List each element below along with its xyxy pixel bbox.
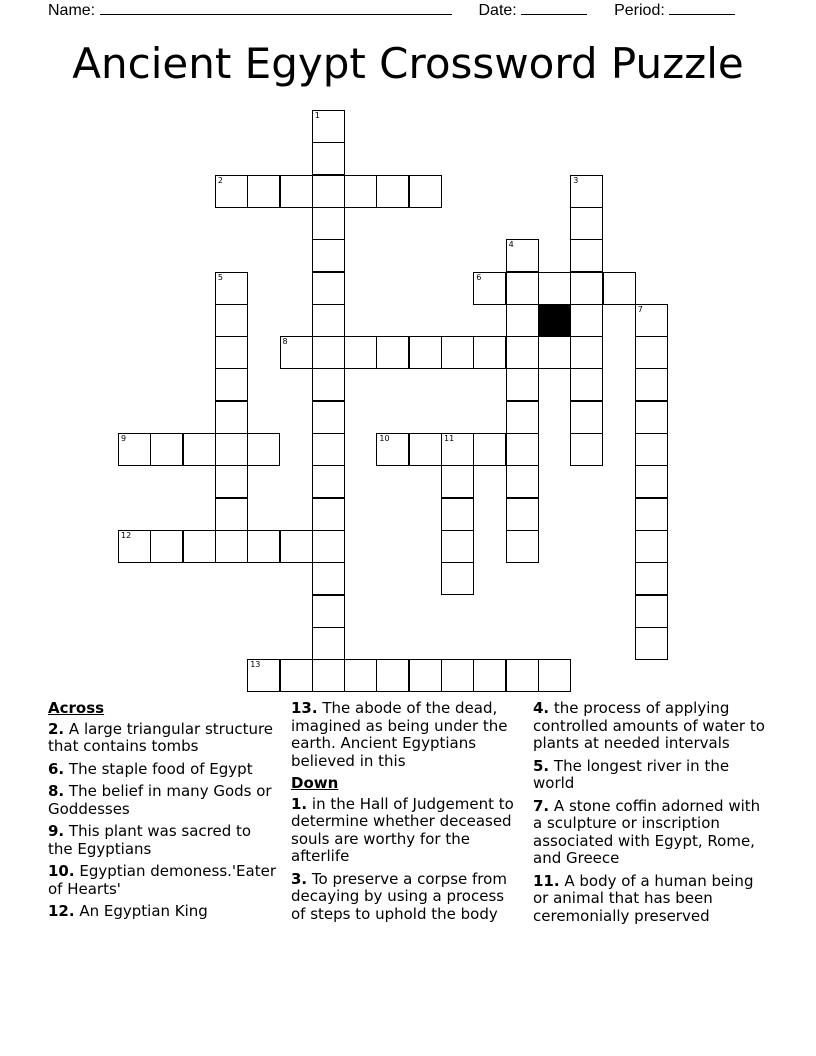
clue-item [533,798,773,868]
crossword-cell[interactable] [247,659,280,692]
clue-item-number: 12. [48,902,75,920]
crossword-cell[interactable] [312,207,345,240]
crossword-cell[interactable] [409,336,442,369]
clue-number: 5 [217,272,223,282]
crossword-cell[interactable] [215,433,248,466]
crossword-cell[interactable] [376,336,409,369]
crossword-cell[interactable] [506,401,539,434]
crossword-cell[interactable] [506,336,539,369]
crossword-cell[interactable] [635,368,668,401]
crossword-cell[interactable] [506,433,539,466]
clue-item [48,823,278,858]
crossword-cell[interactable] [312,530,345,563]
crossword-cell[interactable] [635,530,668,563]
crossword-cell[interactable] [150,530,183,563]
period-label: Period: [614,2,665,19]
crossword-cell[interactable] [635,498,668,531]
crossword-cell[interactable] [344,175,377,208]
page-title: Ancient Egypt Crossword Puzzle [72,39,744,88]
crossword-cell[interactable] [473,433,506,466]
clue-item [533,758,773,793]
clue-item-number: 11. [533,871,560,890]
crossword-cell[interactable] [635,304,668,337]
crossword-cell[interactable] [215,401,248,434]
crossword-cell[interactable] [473,272,506,305]
crossword-cell[interactable] [441,562,474,595]
clue-item-number: 6. [48,759,65,778]
crossword-cell[interactable] [538,272,571,305]
crossword-cell[interactable] [506,498,539,531]
crossword-cell[interactable] [570,207,603,240]
crossword-cell[interactable] [376,175,409,208]
crossword-cell[interactable] [441,530,474,563]
clue-item-number: 2. [48,719,65,738]
crossword-cell[interactable] [280,530,313,563]
crossword-cell[interactable] [376,659,409,692]
crossword-cell[interactable] [312,304,345,337]
clue-item-text: A stone coffin adorned with a sculpture or inscription associated with Egypt, Rome, and Greece [533,796,761,867]
crossword-cell[interactable] [312,498,345,531]
clue-item [48,903,278,921]
crossword-cell[interactable] [312,110,345,143]
crossword-cell[interactable] [570,304,603,337]
clue-item-number: 10. [48,862,75,880]
crossword-cell[interactable] [603,272,636,305]
clue-item-text: The belief in many Gods or Goddesses [48,782,272,818]
clue-item-text: A body of a human being or animal that has been ceremonially preserved [533,871,754,925]
crossword-cell[interactable] [344,336,377,369]
clue-item-text: The abode of the dead, imagined as being under the earth. Ancient Egyptians believed in this [291,699,508,770]
crossword-cell[interactable] [118,433,151,466]
crossword-cell[interactable] [312,659,345,692]
crossword-cell[interactable] [280,659,313,692]
crossword-cell[interactable] [312,336,345,369]
clue-item-text: This plant was sacred to the Egyptians [48,822,252,858]
clue-item-number: 9. [48,822,65,840]
clue-item-number: 1. [291,794,308,813]
clue-item [48,761,278,779]
clue-item-number: 7. [533,796,550,815]
crossword-cell[interactable] [312,175,345,208]
crossword-cell[interactable] [635,336,668,369]
clue-item [533,700,773,753]
clue-item [48,863,278,898]
crossword-cell[interactable] [312,627,345,660]
crossword-cell[interactable] [312,433,345,466]
crossword-cell[interactable] [150,433,183,466]
name-label: Name: [48,2,96,19]
date-label: Date: [478,2,517,19]
crossword-cell[interactable] [570,368,603,401]
clue-heading: Across [48,699,105,717]
crossword-cell[interactable] [409,175,442,208]
clue-number: 12 [121,530,132,540]
crossword-cell[interactable] [506,304,539,337]
blocked-cell [538,304,571,337]
clue-item-number: 8. [48,782,65,800]
crossword-cell[interactable] [635,595,668,628]
crossword-cell[interactable] [215,465,248,498]
clue-item [291,700,523,770]
crossword-cell[interactable] [215,498,248,531]
clue-item-text: in the Hall of Judgement to determine whether deceased souls are worthy for the afterlife [291,794,514,865]
crossword-cell[interactable] [473,659,506,692]
clue-number: 8 [282,337,288,347]
crossword-cell[interactable] [441,336,474,369]
crossword-cell[interactable] [215,336,248,369]
clue-item-number: 5. [533,756,550,775]
clue-item [291,796,523,866]
clue-heading: Down [291,774,339,792]
crossword-cell[interactable] [506,368,539,401]
crossword-cell[interactable] [376,433,409,466]
clue-number: 13 [250,660,261,670]
clue-number: 9 [121,434,127,443]
crossword-cell[interactable] [570,401,603,434]
clue-number: 1 [314,111,320,120]
crossword-cell[interactable] [215,530,248,563]
crossword-cell[interactable] [344,659,377,692]
crossword-cell[interactable] [215,304,248,337]
crossword-cell[interactable] [409,433,442,466]
crossword-cell[interactable] [247,175,280,208]
crossword-cell[interactable] [312,272,345,305]
crossword-cell[interactable] [506,465,539,498]
clue-column-2 [291,700,523,928]
crossword-cell[interactable] [247,530,280,563]
clue-number: 10 [379,434,390,443]
crossword-cell[interactable] [635,627,668,660]
clue-item-text: To preserve a corpse from decaying by using a process of steps to uphold the body [291,869,507,923]
clue-number: 4 [508,240,514,250]
crossword-cell[interactable] [570,272,603,305]
crossword-cell[interactable] [506,659,539,692]
crossword-cell[interactable] [312,562,345,595]
crossword-cell[interactable] [635,465,668,498]
crossword-cell[interactable] [473,336,506,369]
clue-item [291,871,523,924]
clue-number: 3 [573,175,579,185]
clue-item [533,873,773,926]
crossword-cell[interactable] [441,659,474,692]
clue-item-text: Egyptian demoness.'Eater of Hearts' [48,862,277,898]
crossword-cell[interactable] [312,239,345,272]
crossword-cell[interactable] [247,433,280,466]
crossword-cell[interactable] [506,530,539,563]
clue-number: 7 [637,304,643,314]
crossword-cell[interactable] [215,272,248,305]
clue-item [48,721,278,756]
clue-item-text: the process of applying controlled amounts of water to plants at needed intervals [533,699,765,752]
clue-item-text: An Egyptian King [74,902,208,920]
clue-item-number: 13. [291,699,318,717]
clue-item-text: The longest river in the world [533,756,730,792]
clue-number: 6 [476,272,482,282]
crossword-cell[interactable] [215,175,248,208]
crossword-cell[interactable] [441,433,474,466]
crossword-cell[interactable] [183,433,216,466]
crossword-cell[interactable] [280,175,313,208]
clue-item-number: 3. [291,869,308,888]
crossword-cell[interactable] [570,239,603,272]
crossword-cell[interactable] [312,465,345,498]
clue-item-number: 4. [533,699,550,717]
crossword-cell[interactable] [312,401,345,434]
clue-column-1 [48,700,278,926]
crossword-cell[interactable] [441,498,474,531]
clue-item [48,783,278,818]
crossword-cell[interactable] [183,530,216,563]
crossword-cell[interactable] [570,175,603,208]
crossword-cell[interactable] [635,562,668,595]
crossword-cell[interactable] [118,530,151,563]
crossword-cell[interactable] [312,368,345,401]
crossword-cell[interactable] [635,401,668,434]
crossword-cell[interactable] [635,433,668,466]
crossword-cell[interactable] [441,465,474,498]
crossword-cell[interactable] [312,595,345,628]
clue-number: 2 [217,175,223,185]
clue-item-text: A large triangular structure that contains tombs [48,719,274,755]
crossword-cell[interactable] [280,336,313,369]
crossword-cell[interactable] [538,659,571,692]
crossword-cell[interactable] [538,336,571,369]
clue-number: 11 [444,434,455,443]
crossword-cell[interactable] [506,272,539,305]
clue-column-3 [533,700,773,930]
crossword-cell[interactable] [506,239,539,272]
clue-item-text: The staple food of Egypt [64,759,253,778]
crossword-cell[interactable] [409,659,442,692]
crossword-cell[interactable] [215,368,248,401]
crossword-cell[interactable] [570,433,603,466]
crossword-cell[interactable] [312,142,345,175]
crossword-cell[interactable] [570,336,603,369]
